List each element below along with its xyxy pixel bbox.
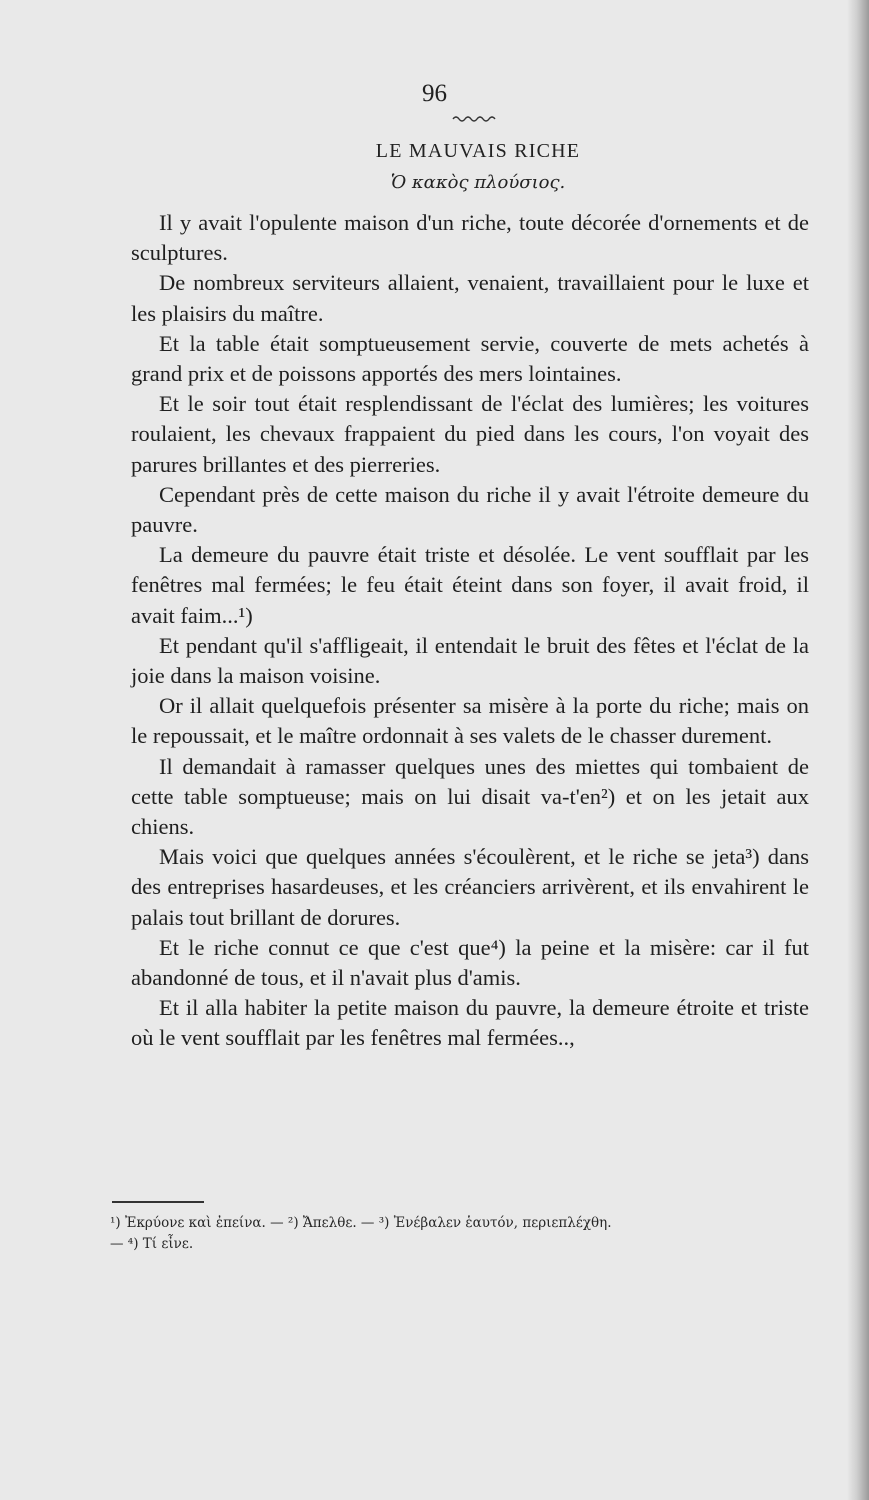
story-body [131, 208, 809, 1054]
footnotes [110, 1213, 810, 1255]
paragraph: Et le riche connut ce que c'est que⁴) la peine et la misère: car il fut abandonné de tous, et il n'avait plus d'amis. [131, 934, 809, 991]
paragraph: Et le soir tout était resplendissant de l'éclat des lumières; les voitures roulaient, les chevaux frappaient du pied dans les cours, l'on voyait des parures brillantes et des pierreries. [131, 391, 809, 477]
paragraph: Et la table était somptueusement servie, couverte de mets achetés à grand prix et de poissons apportés des mers lointaines. [131, 330, 809, 387]
chapter-subtitle-greek: Ὁ κακὸς πλούσιος. [390, 172, 566, 193]
paragraph: De nombreux serviteurs allaient, venaient, travaillaient pour le luxe et les plaisirs du maître. [131, 270, 809, 326]
paragraph: Cependant près de cette maison du riche il y avait l'étroite demeure du pauvre. [131, 481, 809, 538]
paragraph: Il y avait l'opulente maison d'un riche, toute décorée d'ornements et de sculptures. [131, 210, 809, 266]
paragraph: Mais voici que quelques années s'écoulèrent, et le riche se jeta³) dans des entreprises hasardeuses, et les créanciers arrivèrent, et ils envahirent le palais tout brillant de dorures. [131, 844, 809, 930]
title-ornament [452, 114, 498, 124]
footnote-separator [112, 1201, 204, 1203]
paragraph: Et il alla habiter la petite maison du pauvre, la demeure étroite et triste où le vent soufflait par les fenêtres mal fermées.., [131, 995, 809, 1051]
footnote-line: — ⁴) Τί εἶνε. [110, 1236, 194, 1252]
paragraph: Or il allait quelquefois présenter sa misère à la porte du riche; mais on le repoussait, et le maître ordonnait à ses valets de le chasser durement. [131, 693, 809, 749]
paragraph: Il demandait à ramasser quelques unes des miettes qui tombaient de cette table somptueuse; mais on lui disait va-t'en²) et on les jetait aux chiens. [131, 753, 809, 840]
page-edge-shadow [847, 0, 869, 1500]
paragraph: La demeure du pauvre était triste et désolée. Le vent soufflait par les fenêtres mal fermées; le feu était éteint dans son foyer, il avait froid, il avait faim...¹) [131, 542, 809, 628]
chapter-title: LE MAUVAIS RICHE [375, 140, 581, 162]
footnote-line: ¹) Ἐκρύονε καὶ ἐπείνα. — ²) Ἄπελθε. — ³) Ἐνέβαλεν ἑαυτόν, περιεπλέχθη. [110, 1215, 612, 1231]
paragraph: Et pendant qu'il s'affligeait, il entendait le bruit des fêtes et l'éclat de la joie dans la maison voisine. [131, 632, 809, 689]
page-number: 96 [422, 80, 447, 107]
